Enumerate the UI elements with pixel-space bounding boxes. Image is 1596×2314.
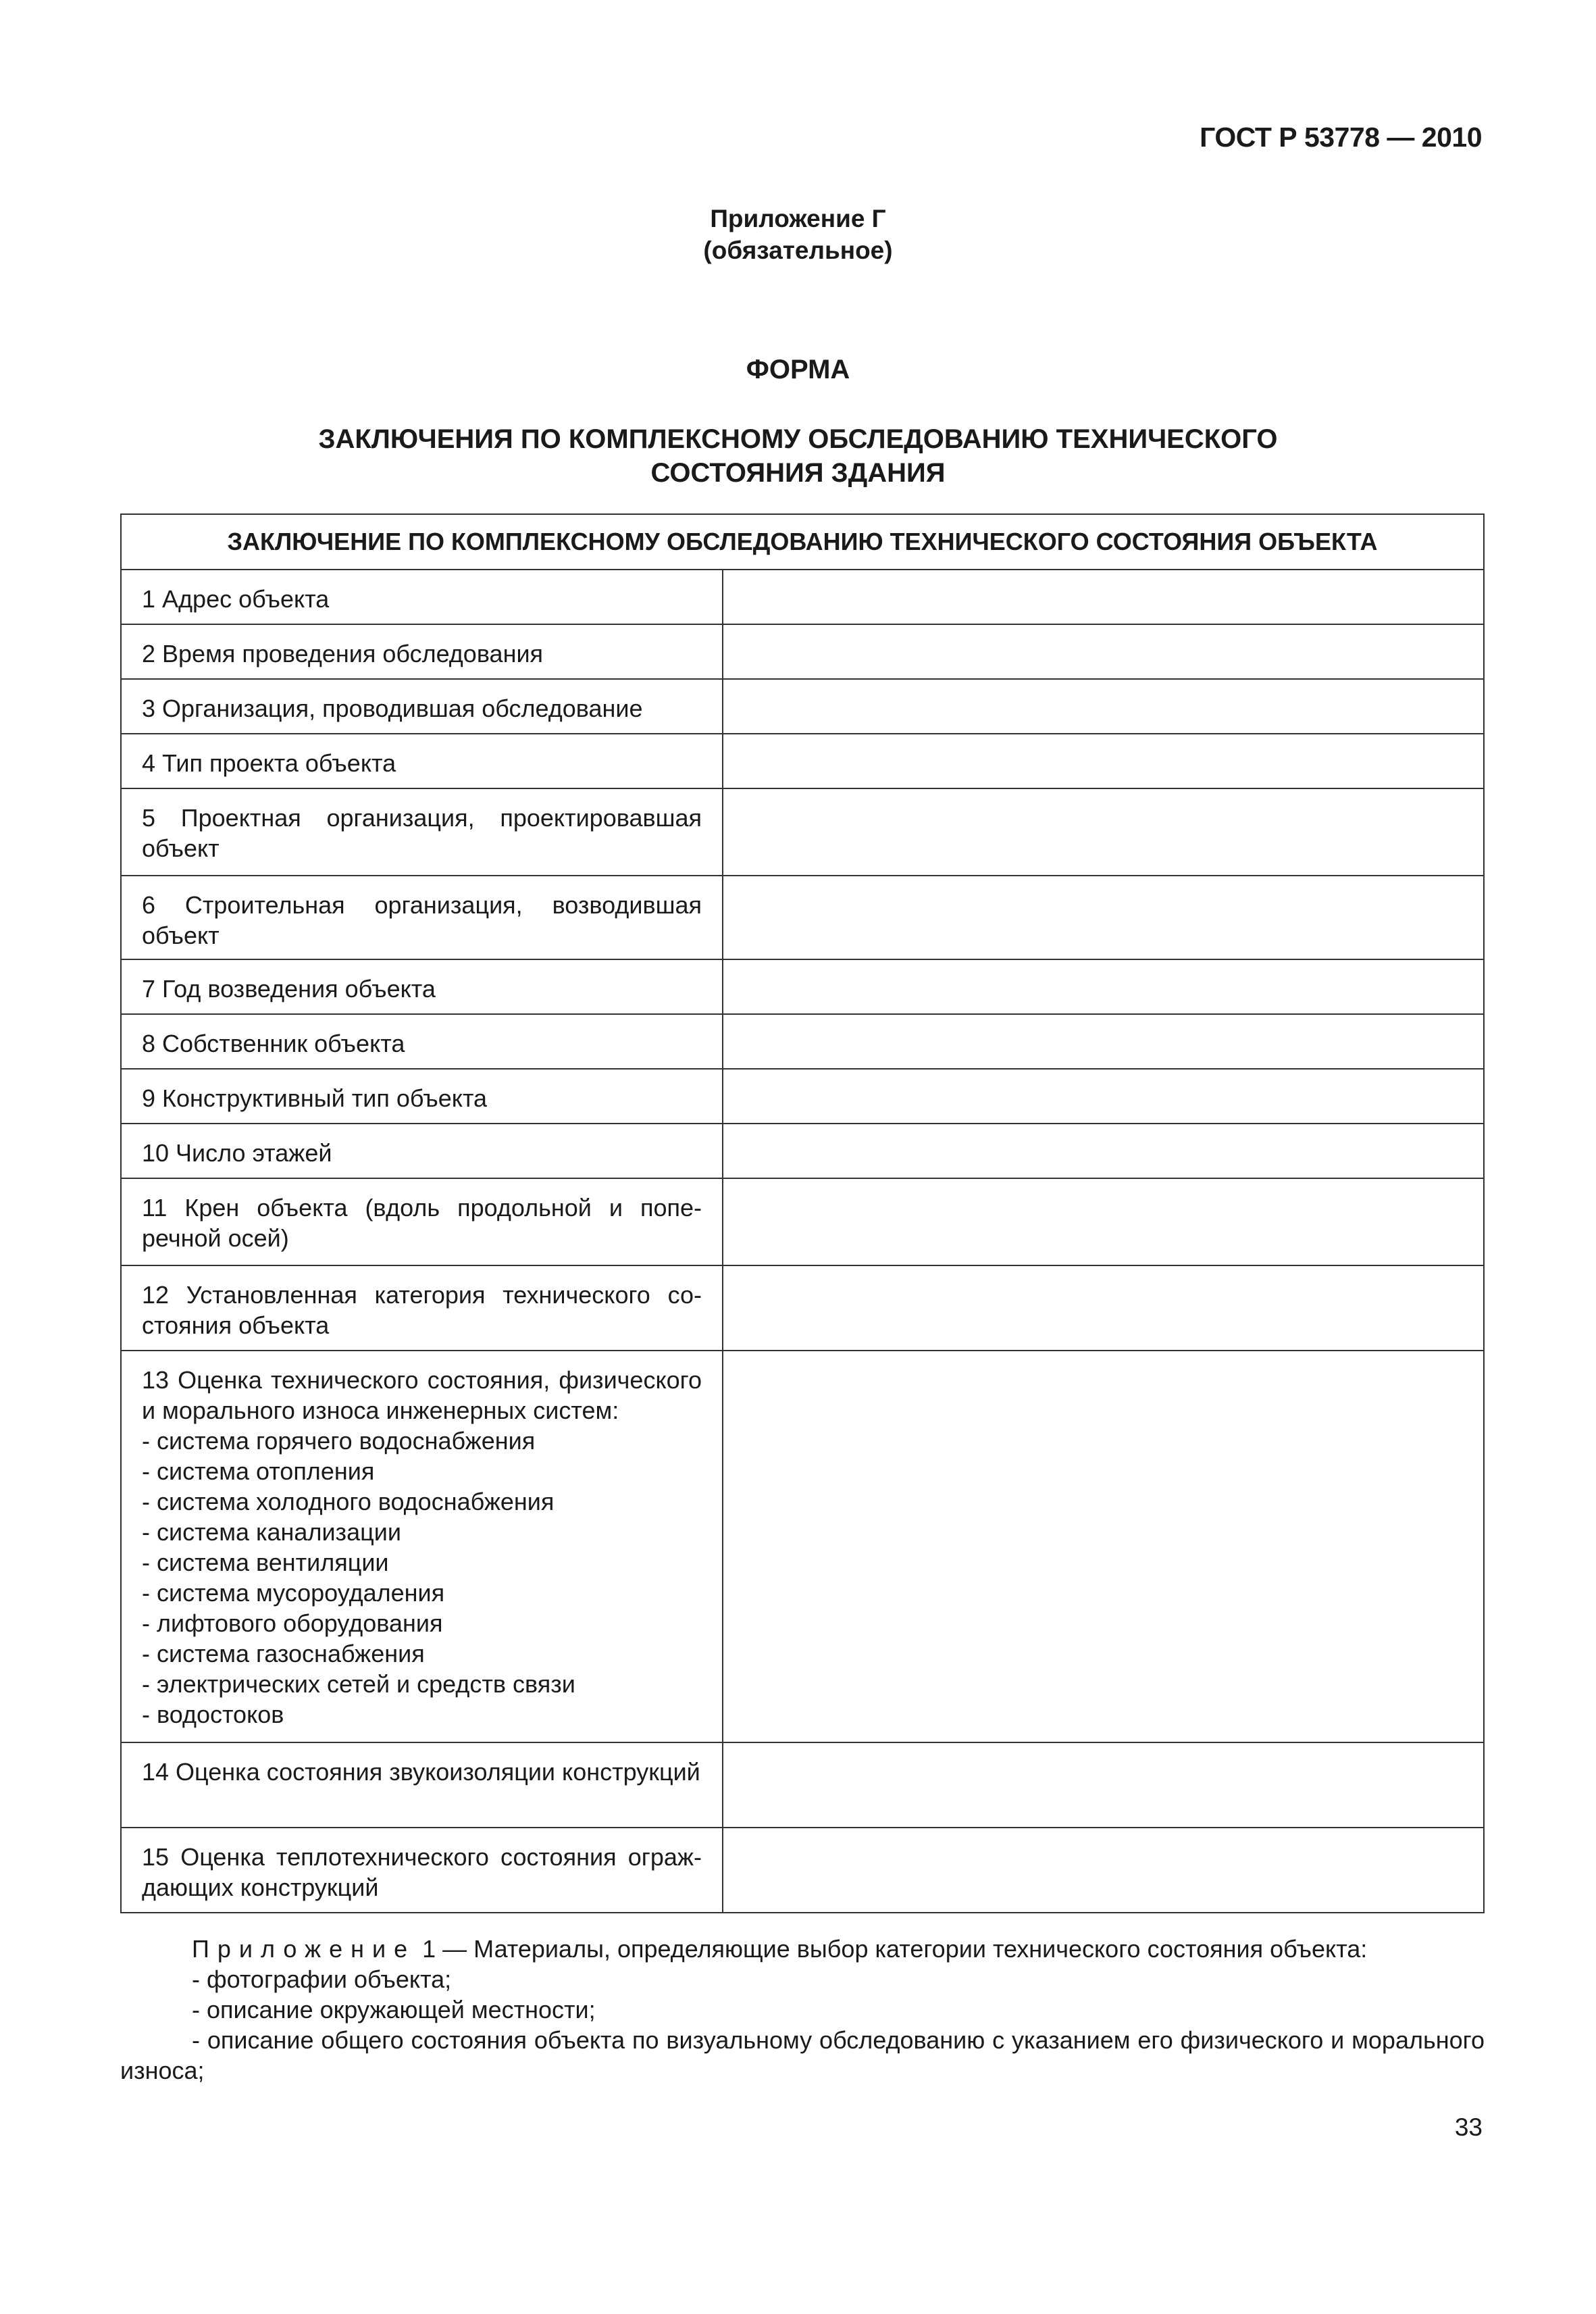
row-value-construction-year[interactable] xyxy=(723,959,1484,1014)
row-value-inspecting-organization[interactable] xyxy=(723,679,1484,734)
row-value-condition-category[interactable] xyxy=(723,1265,1484,1351)
list-item: - система холодного водоснабжения xyxy=(142,1488,555,1515)
appendix-heading xyxy=(0,203,1596,266)
row-value-design-organization[interactable] xyxy=(723,788,1484,876)
row-value-construction-organization[interactable] xyxy=(723,876,1484,959)
row-label-inspection-time: 2 Время проведения обследования xyxy=(121,624,723,679)
table-row xyxy=(121,624,1484,679)
row-value-project-type[interactable] xyxy=(723,734,1484,788)
list-item: - система мусороудаления xyxy=(142,1579,445,1607)
row-label-construction-organization: 6 Строительная организация, возводившая объект xyxy=(121,876,723,959)
row-label-owner: 8 Собственник объекта xyxy=(121,1014,723,1069)
table-header-row xyxy=(121,514,1484,570)
form-title xyxy=(0,422,1596,490)
table-row xyxy=(121,570,1484,624)
appendix-status: (обязательное) xyxy=(703,236,893,264)
row-value-thermal-condition[interactable] xyxy=(723,1828,1484,1913)
row-value-floors[interactable] xyxy=(723,1124,1484,1178)
appendix-title: Приложение Г xyxy=(710,205,886,232)
row-value-owner[interactable] xyxy=(723,1014,1484,1069)
table-header: ЗАКЛЮЧЕНИЕ ПО КОМПЛЕКСНОМУ ОБСЛЕДОВАНИЮ ТЕХНИЧЕСКОГО СОСТОЯНИЯ ОБЪЕКТА xyxy=(121,514,1484,570)
row-value-inspection-time[interactable] xyxy=(723,624,1484,679)
table-row xyxy=(121,1014,1484,1069)
row-label-floors: 10 Число этажей xyxy=(121,1124,723,1178)
row-label-project-type: 4 Тип проекта объекта xyxy=(121,734,723,788)
table-row xyxy=(121,876,1484,959)
list-item: - система газоснабжения xyxy=(142,1640,425,1667)
note-line-4: - описание общего состояния объекта по визуальному обследованию с указанием его физического и морального износа; xyxy=(120,2026,1485,2084)
row-label-design-organization: 5 Проектная организация, проектировавшая объект xyxy=(121,788,723,876)
note-line-1-text: 1 — Материалы, определяющие выбор категории технического состояния объекта: xyxy=(415,1935,1368,1963)
table-row xyxy=(121,1351,1484,1742)
engineering-systems-intro: 13 Оценка технического состояния, физического и морального износа инженерных систем: xyxy=(142,1366,702,1424)
table-row xyxy=(121,734,1484,788)
note-line-2: - фотографии объекта; xyxy=(192,1965,452,1993)
row-label-inspecting-organization: 3 Организация, проводившая обследование xyxy=(121,679,723,734)
table-row xyxy=(121,788,1484,876)
row-label-thermal-condition: 15 Оценка теплотехнического состояния ограждающих конструкций xyxy=(121,1828,723,1913)
engineering-systems-list xyxy=(142,1426,702,1730)
table-row xyxy=(121,1828,1484,1913)
row-value-structural-type[interactable] xyxy=(723,1069,1484,1124)
row-label-construction-year: 7 Год возведения объекта xyxy=(121,959,723,1014)
list-item: - водостоков xyxy=(142,1701,284,1728)
note-line-1 xyxy=(120,1934,1485,1964)
list-item: - электрических сетей и средств связи xyxy=(142,1670,575,1698)
table-row xyxy=(121,1124,1484,1178)
form-title-line-2: СОСТОЯНИЯ ЗДАНИЯ xyxy=(650,458,946,488)
list-item: - система вентиляции xyxy=(142,1549,389,1576)
table-row xyxy=(121,1069,1484,1124)
table-row xyxy=(121,679,1484,734)
table-row xyxy=(121,1265,1484,1351)
row-label-tilt: 11 Крен объекта (вдоль продольной и поперечной осей) xyxy=(121,1178,723,1265)
table-row xyxy=(121,1742,1484,1828)
appendix-note xyxy=(120,1934,1485,2086)
note-prefix: Приложение xyxy=(192,1935,416,1963)
page-number: 33 xyxy=(1454,2113,1483,2141)
form-word: ФОРМА xyxy=(746,355,850,384)
list-item: - система горячего водоснабжения xyxy=(142,1427,536,1455)
row-value-address[interactable] xyxy=(723,570,1484,624)
table-row xyxy=(121,959,1484,1014)
row-label-engineering-systems xyxy=(121,1351,723,1742)
row-label-condition-category: 12 Установленная категория технического состояния объекта xyxy=(121,1265,723,1351)
row-label-structural-type: 9 Конструктивный тип объекта xyxy=(121,1069,723,1124)
row-value-engineering-systems[interactable] xyxy=(723,1351,1484,1742)
row-label-address: 1 Адрес объекта xyxy=(121,570,723,624)
row-value-tilt[interactable] xyxy=(723,1178,1484,1265)
list-item: - система канализации xyxy=(142,1518,401,1546)
form-title-line-1: ЗАКЛЮЧЕНИЯ ПО КОМПЛЕКСНОМУ ОБСЛЕДОВАНИЮ ТЕХНИЧЕСКОГО xyxy=(318,424,1278,454)
list-item: - система отопления xyxy=(142,1457,375,1485)
row-value-sound-insulation[interactable] xyxy=(723,1742,1484,1828)
table-row xyxy=(121,1178,1484,1265)
list-item: - лифтового оборудования xyxy=(142,1609,443,1637)
conclusion-form-table xyxy=(120,513,1485,1913)
note-line-3: - описание окружающей местности; xyxy=(192,1996,596,2023)
standard-code: ГОСТ Р 53778 — 2010 xyxy=(1200,122,1482,153)
row-label-sound-insulation: 14 Оценка состояния звукоизоляции конструкций xyxy=(121,1742,723,1828)
